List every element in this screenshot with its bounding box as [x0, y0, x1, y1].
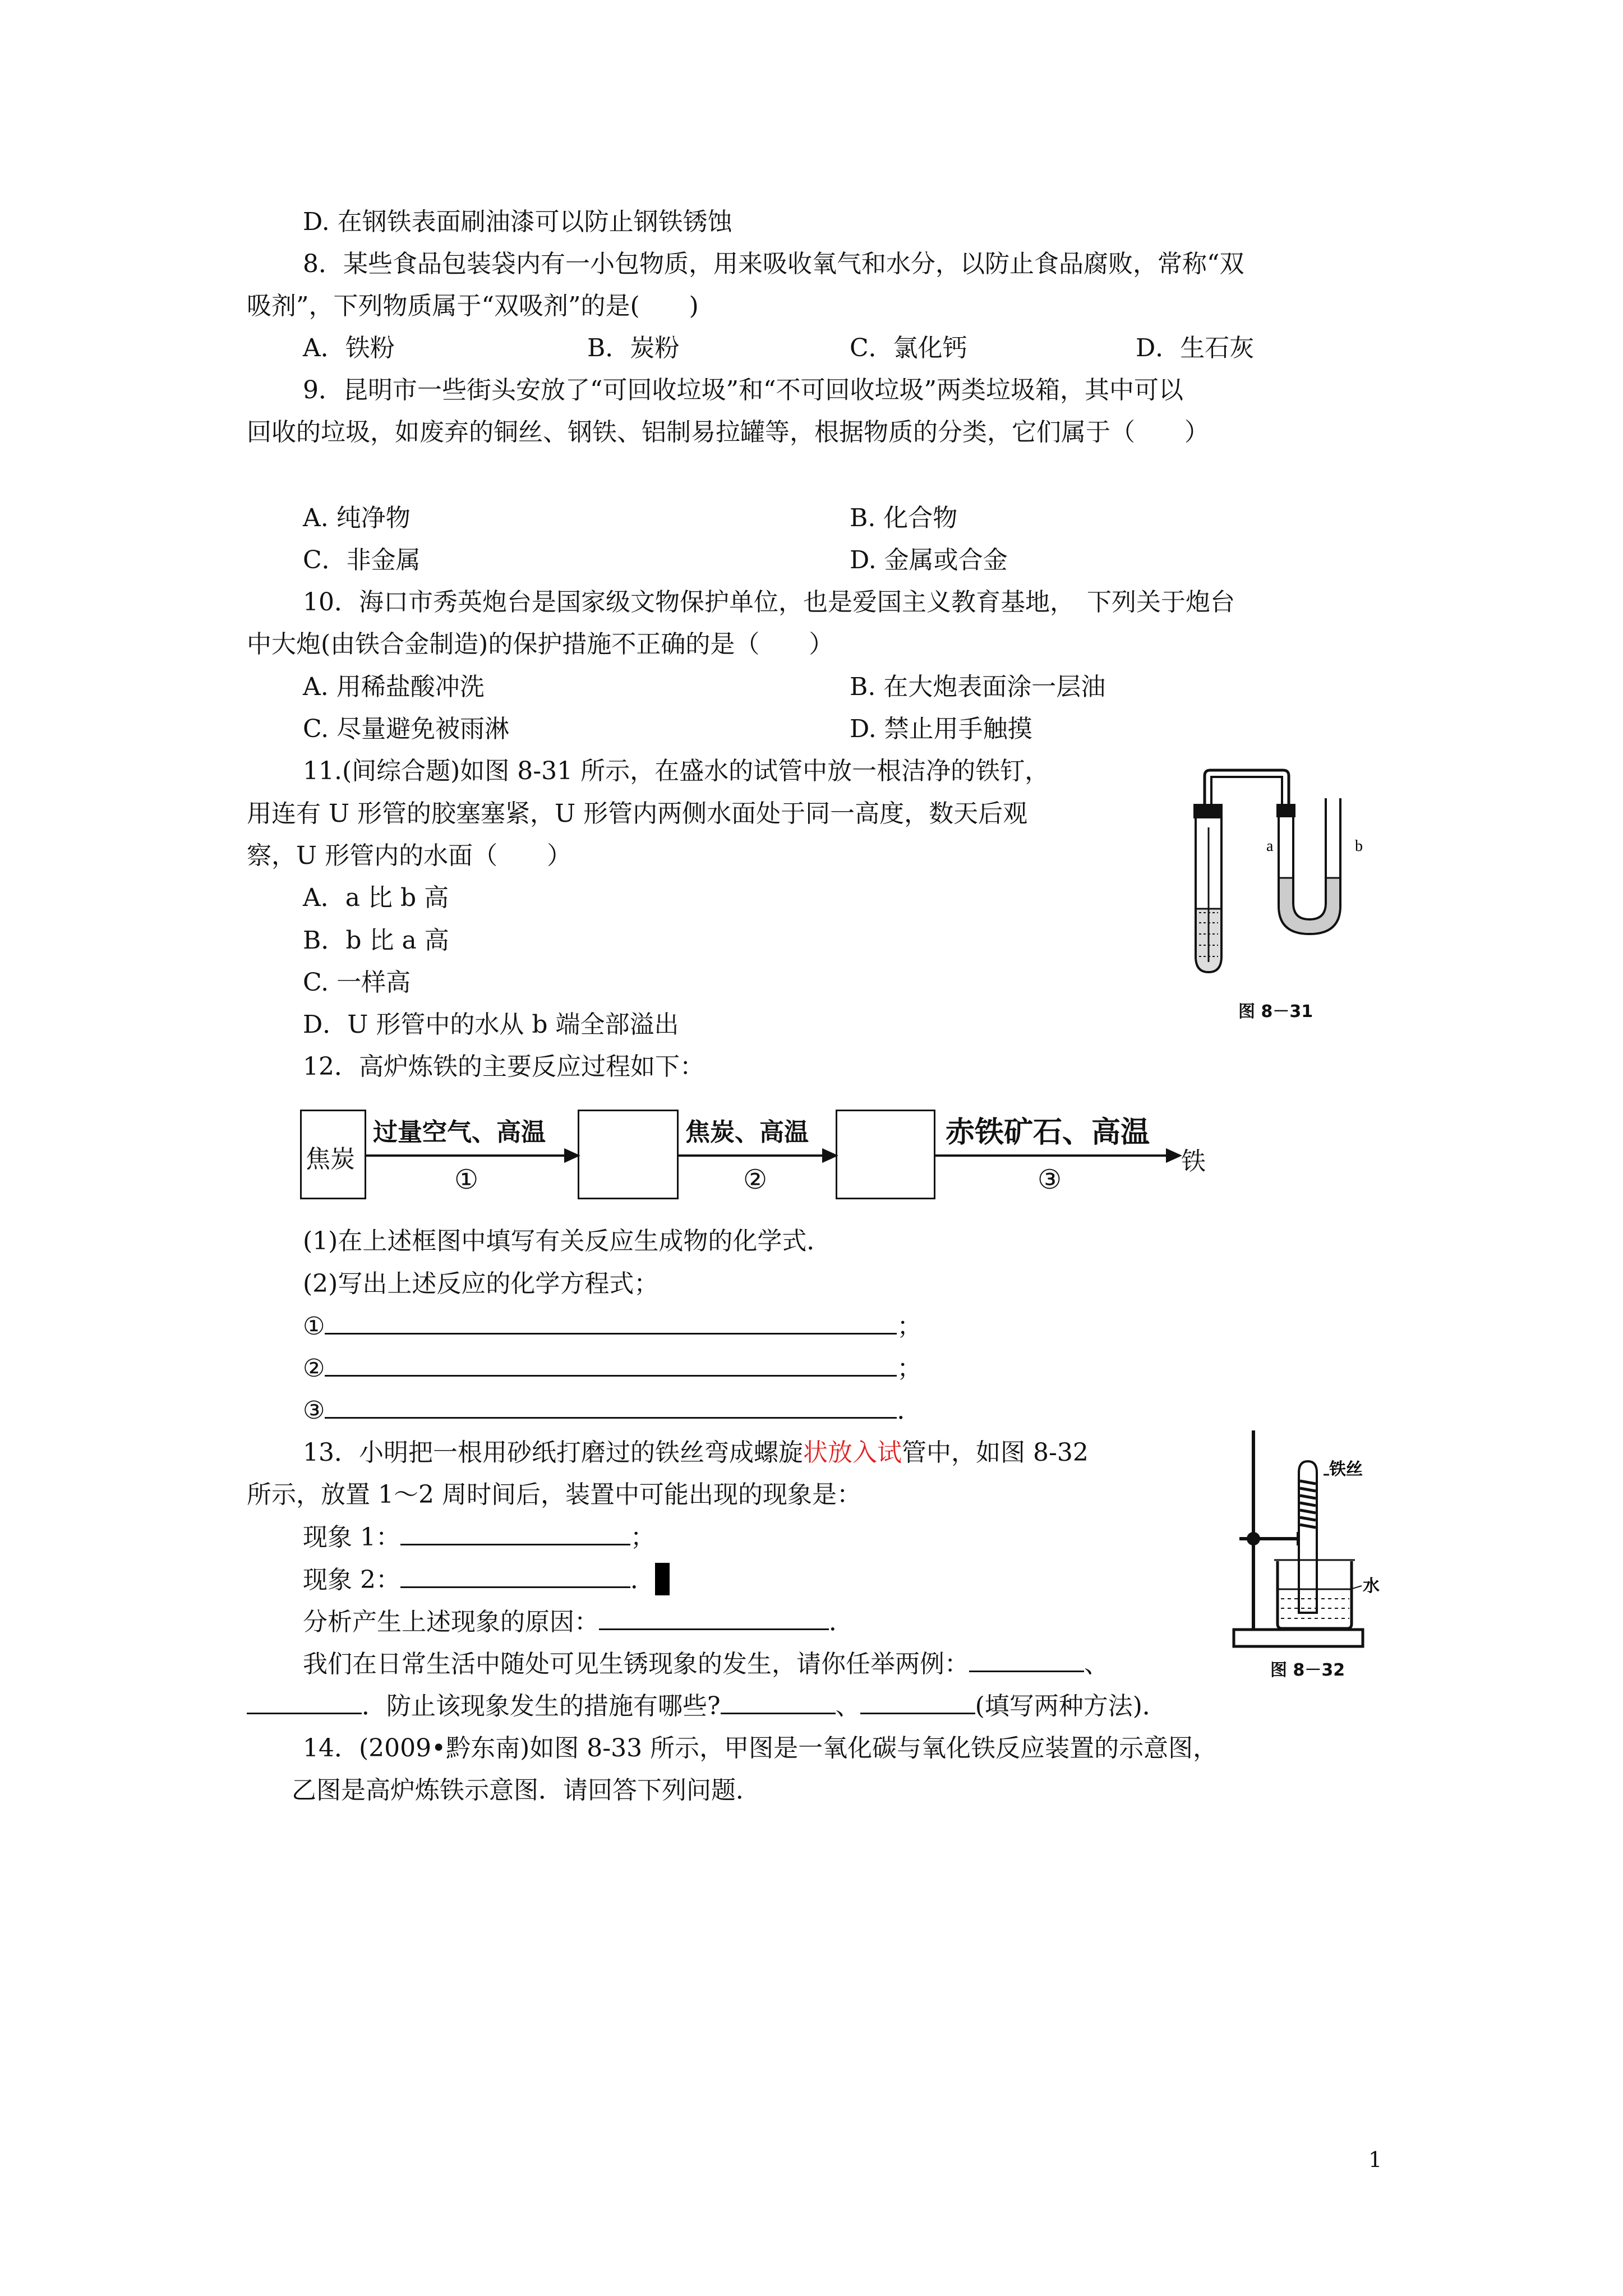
- q8-text-line2: 吸剂”，下列物质属于“双吸剂”的是( ): [247, 292, 699, 320]
- q13-phen1-end: ；: [630, 1523, 655, 1552]
- q10-option-d: D. 禁止用手触摸: [850, 715, 1032, 743]
- q13-method1-blank[interactable]: [721, 1690, 836, 1714]
- text-cursor-block: [655, 1563, 670, 1595]
- q13-reason-end: ．: [829, 1608, 854, 1636]
- flow-step2-number: ②: [743, 1164, 768, 1195]
- q10-option-b: B. 在大炮表面涂一层油: [850, 673, 1106, 701]
- q10-option-a: A. 用稀盐酸冲洗: [303, 673, 485, 701]
- q12-eq1-marker: ①: [303, 1312, 325, 1341]
- q10-option-c: C. 尽量避免被雨淋: [303, 715, 510, 743]
- q13-examples-label: 我们在日常生活中随处可见生锈现象的发生，请你任举两例：: [303, 1650, 969, 1678]
- q12-eq2-marker: ②: [303, 1354, 325, 1383]
- q13-phen1-blank[interactable]: [400, 1521, 630, 1545]
- q11-text-line2: 用连有 U 形管的胶塞塞紧，U 形管内两侧水面处于同一高度，数天后观: [247, 799, 1028, 828]
- q13-example2-blank[interactable]: [247, 1690, 362, 1714]
- q13-examples: [303, 1648, 1109, 1680]
- flow-product2-box[interactable]: [836, 1110, 935, 1199]
- q12-eq1-end: ；: [897, 1312, 922, 1341]
- q10-text-line2: 中大炮(由铁合金制造)的保护措施不正确的是（ ）: [247, 630, 834, 659]
- q13-method2-blank[interactable]: [860, 1690, 975, 1714]
- q9-text-line1: 9．昆明市一些街头安放了“可回收垃圾”和“不可回收垃圾”两类垃圾箱，其中可以: [303, 376, 1183, 404]
- q9-option-d: D. 金属或合金: [850, 546, 1008, 574]
- q13-phen2-blank[interactable]: [400, 1564, 630, 1588]
- q12-eq1-blank[interactable]: [325, 1310, 897, 1335]
- fig832-label-wire: 铁丝: [1329, 1460, 1363, 1479]
- q8-option-c: C．氯化钙: [850, 334, 967, 362]
- q13-phenomenon1: [303, 1521, 655, 1553]
- q13-prevention: [247, 1690, 1167, 1722]
- q12-part2: (2)写出上述反应的化学方程式；: [303, 1269, 659, 1298]
- q13-prevention-label: ．防止该现象发生的措施有哪些?: [362, 1692, 721, 1720]
- q13-phen2-end: ．: [630, 1566, 655, 1594]
- flow-end-label: 铁: [1181, 1147, 1206, 1176]
- q9-option-a: A. 纯净物: [303, 504, 411, 532]
- q13-prevention-end: (填写两种方法)．: [975, 1692, 1167, 1720]
- figure-8-32-apparatus: [1223, 1428, 1408, 1652]
- q11-text-line1: 11.(间综合题)如图 8-31 所示，在盛水的试管中放一根洁净的铁钉，: [303, 757, 1050, 785]
- q13-reason-label: 分析产生上述现象的原因：: [303, 1608, 599, 1636]
- figure-8-31-apparatus: [1183, 766, 1419, 979]
- q11-option-c: C. 一样高: [303, 968, 411, 997]
- q12-equation3: [303, 1395, 921, 1427]
- figure-8-32-caption: 图 8－32: [1270, 1660, 1345, 1680]
- q13-phenomenon2: [303, 1564, 655, 1596]
- page-number: 1: [1368, 2147, 1382, 2172]
- q7-option-d: D. 在钢铁表面刷油漆可以防止钢铁锈蚀: [303, 208, 732, 236]
- q13-reason-blank[interactable]: [599, 1606, 829, 1630]
- q12-eq3-end: ．: [897, 1396, 922, 1425]
- flow-step2-label: 焦炭、高温: [685, 1118, 809, 1147]
- flow-step1-label: 过量空气、高温: [373, 1118, 546, 1147]
- q11-option-b: B．b 比 a 高: [303, 926, 449, 955]
- q13-line1-red-text: 状放入试: [803, 1438, 902, 1467]
- q12-eq3-marker: ③: [303, 1396, 325, 1425]
- q8-option-b: B．炭粉: [587, 334, 680, 362]
- fig831-label-a: a: [1266, 838, 1274, 855]
- q13-phen1-label: 现象 1：: [303, 1523, 400, 1552]
- q11-text-line3: 察，U 形管内的水面（ ）: [247, 841, 572, 870]
- q12-eq2-blank[interactable]: [325, 1352, 897, 1377]
- q13-line1-end: 管中，如图 8-32: [902, 1438, 1089, 1467]
- q8-text-line1: 8．某些食品包装袋内有一小包物质，用来吸收氧气和水分，以防止食品腐败，常称“双: [303, 250, 1244, 278]
- flow-start-label: 焦炭: [306, 1145, 355, 1174]
- figure-8-31-caption: 图 8－31: [1238, 1002, 1313, 1022]
- flow-step3-number: ③: [1038, 1164, 1062, 1195]
- fig832-label-water: 水: [1363, 1576, 1380, 1596]
- q13-reason: [303, 1606, 854, 1638]
- flow-step1-number: ①: [454, 1164, 479, 1195]
- flow-step3-label: 赤铁矿石、高温: [946, 1116, 1150, 1149]
- q9-text-line2: 回收的垃圾，如废弃的铜丝、钢铁、铝制易拉罐等，根据物质的分类，它们属于（ ）: [247, 418, 1209, 447]
- q9-option-b: B. 化合物: [850, 504, 958, 532]
- q12-text: 12．高炉炼铁的主要反应过程如下：: [303, 1052, 704, 1081]
- q10-text-line1: 10．海口市秀英炮台是国家级文物保护单位，也是爱国主义教育基地， 下列关于炮台: [303, 588, 1235, 616]
- q13-example1-blank[interactable]: [969, 1648, 1084, 1672]
- q12-eq2-end: ；: [897, 1354, 922, 1383]
- q14-text-line2: 乙图是高炉炼铁示意图．请回答下列问题．: [292, 1776, 760, 1805]
- q12-equation2: [303, 1352, 921, 1384]
- q14-text-line1: 14．(2009•黔东南)如图 8-33 所示，甲图是一氧化碳与氧化铁反应装置的示意图，: [303, 1734, 1218, 1763]
- q13-prevention-sep: 、: [835, 1692, 860, 1720]
- q13-line1-start: 13．小明把一根用砂纸打磨过的铁丝弯成螺旋: [303, 1438, 803, 1467]
- q11-option-a: A．a 比 b 高: [303, 884, 449, 912]
- q12-equation1: [303, 1310, 921, 1342]
- q8-option-d: D．生石灰: [1136, 334, 1255, 362]
- q11-option-d: D．U 形管中的水从 b 端全部溢出: [303, 1010, 679, 1039]
- q12-eq3-blank[interactable]: [325, 1395, 897, 1419]
- q13-text-line1: [303, 1437, 1089, 1469]
- q8-option-a: A．铁粉: [303, 334, 395, 362]
- q13-examples-sep: 、: [1084, 1650, 1109, 1678]
- q13-phen2-label: 现象 2：: [303, 1566, 400, 1594]
- flow-product1-box[interactable]: [578, 1110, 679, 1199]
- fig831-label-b: b: [1355, 838, 1363, 855]
- q9-option-c: C．非金属: [303, 546, 421, 574]
- q12-part1: (1)在上述框图中填写有关反应生成物的化学式．: [303, 1227, 832, 1255]
- q13-text-line2: 所示，放置 1～2 周时间后，装置中可能出现的现象是：: [247, 1480, 861, 1509]
